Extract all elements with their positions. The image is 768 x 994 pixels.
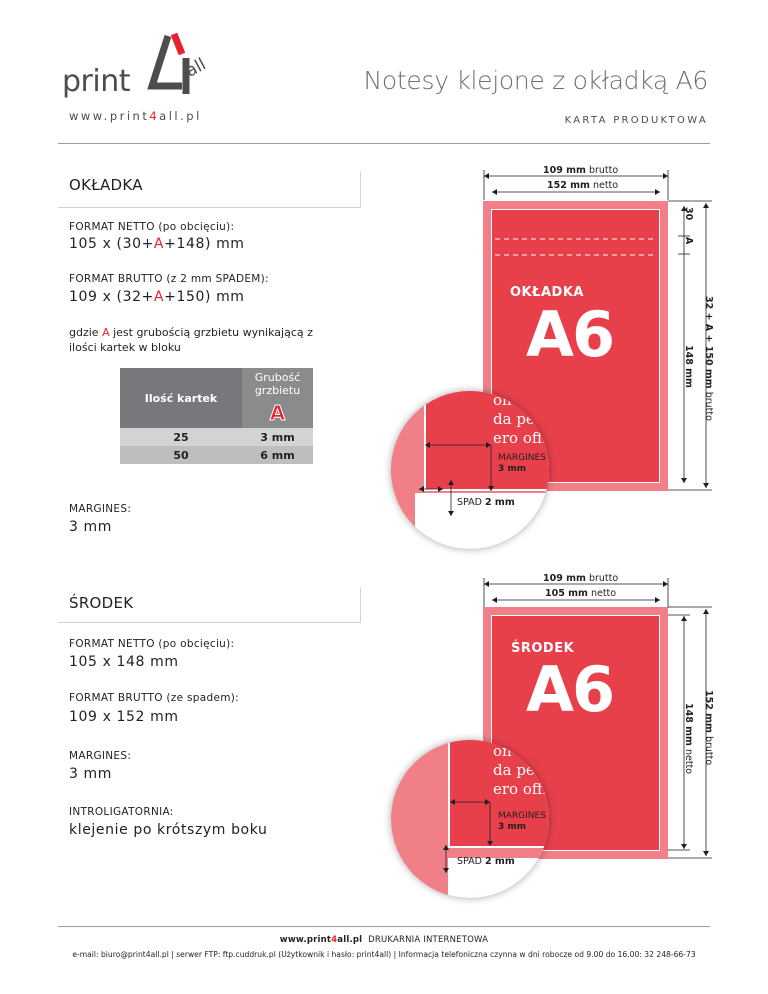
introligatornia-value: klejenie po krótszym boku <box>69 822 268 838</box>
footer-company: www.print4all.pl DRUKARNIA INTERNETOWA <box>279 935 489 945</box>
margines-value: 3 mm <box>69 519 113 535</box>
zoom-text-line: da pe <box>493 410 535 428</box>
footer-divider <box>58 926 710 927</box>
zoom-text-line: ero offi <box>493 429 548 447</box>
format-brutto-label: FORMAT BRUTTO (ze spadem): <box>69 692 239 704</box>
page-card-size: A6 <box>526 653 614 726</box>
spad-label-cover: SPAD 2 mm <box>457 497 515 508</box>
zoom-text-line: on <box>493 391 512 409</box>
site-url[interactable]: www.print4all.pl <box>69 109 202 123</box>
section-divider-vertical <box>360 588 361 623</box>
section-title-okladka: OKŁADKA <box>69 176 143 194</box>
spad-arrows-page <box>438 845 458 875</box>
cover-card-size: A6 <box>526 298 614 371</box>
dim-total-height: 32 + A + 150 mm brutto <box>703 296 714 421</box>
spine-symbol: A <box>269 401 286 425</box>
section-divider <box>58 622 361 623</box>
dim-brutto-width: 109 mm brutto <box>543 573 619 584</box>
format-brutto-label: FORMAT BRUTTO (z 2 mm SPADEM): <box>69 273 269 285</box>
spad-label-page: SPAD 2 mm <box>457 856 515 867</box>
format-netto-value: 105 x 148 mm <box>69 654 179 670</box>
footer-contact: e-mail: biuro@print4all.pl | serwer FTP: ftp.cuddruk.pl (Użytkownik i hasło: print4all) | Informacja telefoniczna czynna w dni robocze od 9.00 do 16.00: 32 248-66-73 <box>72 950 696 959</box>
logo-print-text: print <box>62 64 130 99</box>
dim-netto-width: 152 mm netto <box>547 180 619 191</box>
table-row: 25 3 mm <box>120 428 313 446</box>
header-divider <box>58 143 710 144</box>
format-brutto-value: 109 x (32+A+150) mm <box>69 289 245 305</box>
table-header-sheets: Ilość kartek <box>120 368 242 428</box>
spad-arrows-cover <box>418 480 458 520</box>
margines-value: 3 mm <box>69 766 113 782</box>
format-netto-label: FORMAT NETTO (po obcięciu): <box>69 638 235 650</box>
dim-netto-width: 105 mm netto <box>545 588 617 599</box>
cover-card-label: OKŁADKA <box>510 285 584 300</box>
format-netto-label: FORMAT NETTO (po obcięciu): <box>69 221 235 233</box>
table-row: 50 6 mm <box>120 446 313 464</box>
introligatornia-label: INTROLIGATORNIA: <box>69 806 174 818</box>
dim-brutto-width: 109 mm brutto <box>543 165 619 176</box>
page-card-label: ŚRODEK <box>511 641 575 656</box>
zoom-text-line: ero offi <box>493 780 548 798</box>
format-netto-value: 105 x (30+A+148) mm <box>69 236 245 252</box>
zoom-text-line: da pe <box>493 761 535 779</box>
zoom-margin-arrows <box>446 792 496 848</box>
page-title: Notesy klejone z okładką A6 <box>363 66 708 95</box>
zoom-text-line: on <box>493 742 512 760</box>
dim-top-30: 30 <box>683 207 694 221</box>
dim-spine-a: A <box>683 237 694 245</box>
margines-label: MARGINES: <box>69 503 132 515</box>
section-divider-vertical <box>360 172 361 208</box>
zoom-margines-label: MARGINES 3 mm <box>498 811 546 832</box>
dim-height-brutto: 152 mm brutto <box>703 690 714 766</box>
dim-height-netto: 148 mm netto <box>683 703 694 775</box>
table-header-thickness: Grubość grzbietu A <box>242 368 313 428</box>
logo-all-text: all <box>182 54 210 82</box>
logo[interactable] <box>62 28 222 98</box>
zoom-margines-label: MARGINES 3 mm <box>498 453 546 474</box>
section-divider <box>58 207 361 208</box>
dim-height-148: 148 mm <box>683 345 694 388</box>
spine-thickness-table <box>120 368 313 464</box>
margines-label: MARGINES: <box>69 750 132 762</box>
format-brutto-value: 109 x 152 mm <box>69 709 179 725</box>
spine-note: gdzie A jest grubością grzbietu wynikającą z ilości kartek w bloku <box>69 326 313 354</box>
page-subtitle: KARTA PRODUKTOWA <box>564 115 708 126</box>
section-title-srodek: ŚRODEK <box>69 594 134 612</box>
fold-lines <box>491 236 660 258</box>
